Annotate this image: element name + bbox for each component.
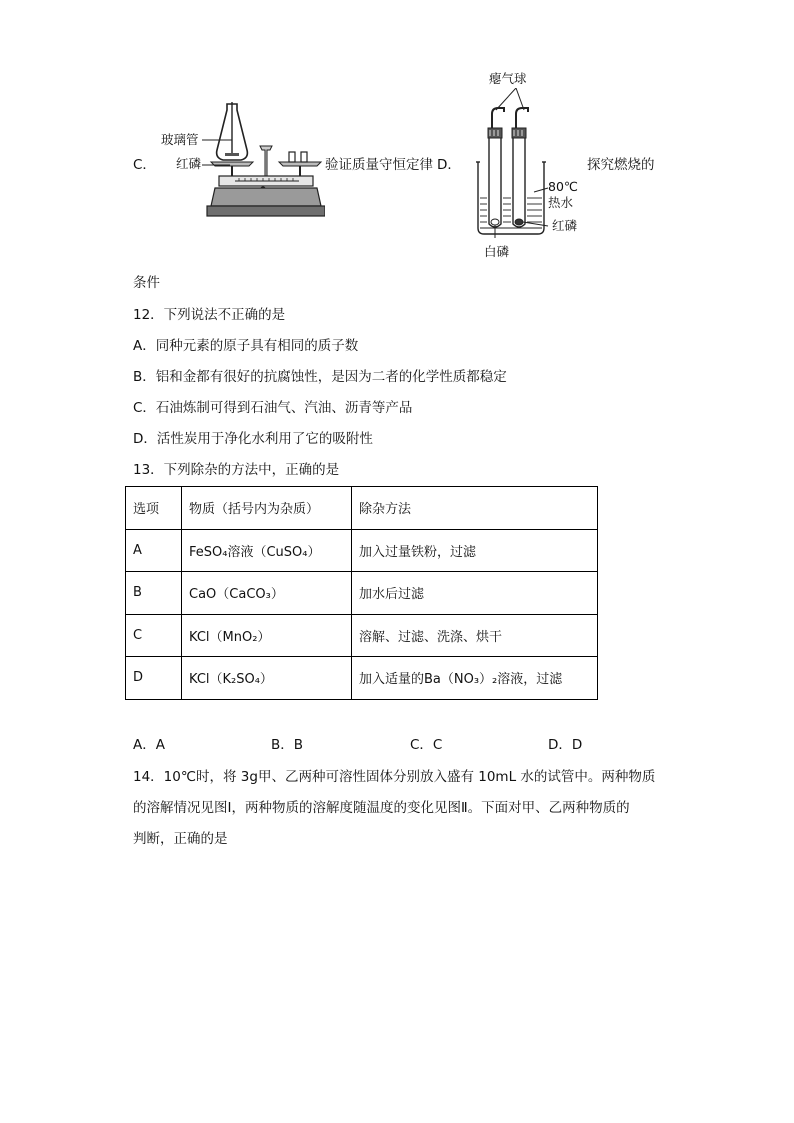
table-row <box>126 614 598 657</box>
q13-choice-a: A．A <box>133 737 165 753</box>
cell-option: A <box>126 529 182 572</box>
label-glass-tube: 玻璃管 <box>161 132 199 147</box>
balance-flask-figure <box>205 102 325 222</box>
cell-method: 加水后过滤 <box>352 572 598 615</box>
option-d-caption-part1: 探究燃烧的 <box>587 157 655 173</box>
label-white-phosphorus: 白磷 <box>484 244 510 259</box>
label-red-phosphorus-d: 红磷 <box>552 218 578 233</box>
q14-stem-line1: 14．10℃时，将 3g甲、乙两种可溶性固体分别放入盛有 10mL 水的试管中。两种物质 <box>133 769 656 785</box>
cell-option: B <box>126 572 182 615</box>
cell-substance: FeSO₄溶液（CuSO₄） <box>182 529 352 572</box>
q12-option-d: D．活性炭用于净化水利用了它的吸附性 <box>133 431 373 447</box>
label-red-phosphorus-c: 红磷 <box>176 156 202 171</box>
q14-stem-line2: 的溶解情况见图Ⅰ，两种物质的溶解度随温度的变化见图Ⅱ。下面对甲、乙两种物质的 <box>133 800 630 816</box>
pointer-line <box>202 138 232 142</box>
pointer-line <box>202 163 230 167</box>
header-method: 除杂方法 <box>352 487 598 530</box>
header-substance: 物质（括号内为杂质） <box>182 487 352 530</box>
cell-option: D <box>126 657 182 700</box>
q12-option-b: B．铝和金都有很好的抗腐蚀性，是因为二者的化学性质都稳定 <box>133 369 507 385</box>
table-row <box>126 657 598 700</box>
table-row <box>126 529 598 572</box>
cell-substance: KCl（K₂SO₄） <box>182 657 352 700</box>
q12-option-c: C．石油炼制可得到石油气、汽油、沥青等产品 <box>133 400 413 416</box>
header-option: 选项 <box>126 487 182 530</box>
cell-substance: KCl（MnO₂） <box>182 614 352 657</box>
q13-choice-c: C．C <box>410 737 443 753</box>
impurity-removal-table <box>125 486 598 700</box>
cell-substance: CaO（CaCO₃） <box>182 572 352 615</box>
table-header-row <box>126 487 598 530</box>
cell-method: 加入适量的Ba（NO₃）₂溶液，过滤 <box>352 657 598 700</box>
label-hot-water: 热水 <box>548 195 574 210</box>
label-deflated-balloon: 瘪气球 <box>489 71 527 86</box>
cell-method: 溶解、过滤、洗涤、烘干 <box>352 614 598 657</box>
q12-option-a: A．同种元素的原子具有相同的质子数 <box>133 338 359 354</box>
q13-stem: 13．下列除杂的方法中，正确的是 <box>133 462 340 478</box>
cell-method: 加入过量铁粉，过滤 <box>352 529 598 572</box>
option-c-caption: 验证质量守恒定律 <box>325 157 433 173</box>
q13-choice-d: D．D <box>548 737 583 753</box>
option-d-caption-part2: 条件 <box>133 275 160 291</box>
option-c-prefix: C． <box>133 157 156 173</box>
cell-option: C <box>126 614 182 657</box>
q12-stem: 12．下列说法不正确的是 <box>133 307 286 323</box>
table-row <box>126 572 598 615</box>
combustion-beaker-figure <box>468 88 558 238</box>
label-temperature: 80℃ <box>548 179 578 194</box>
q14-stem-line3: 判断，正确的是 <box>133 831 228 847</box>
option-d-prefix: D． <box>437 157 461 173</box>
q13-choice-b: B．B <box>271 737 304 753</box>
